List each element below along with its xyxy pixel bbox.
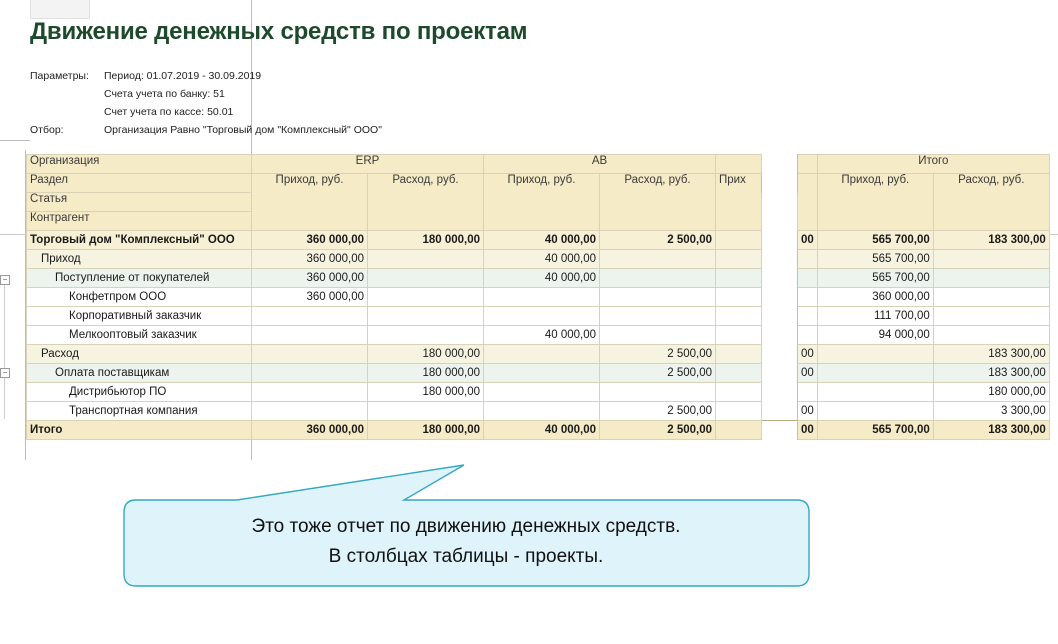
erp-expense-cell[interactable]: 180 000,00	[368, 364, 484, 383]
minus-box-icon[interactable]: −	[0, 368, 10, 378]
row-header-article[interactable]: Статья	[27, 193, 252, 212]
ab-expense-header[interactable]: Расход, руб.	[600, 174, 716, 231]
erp-income-cell[interactable]: 360 000,00	[252, 269, 368, 288]
param-period: Период: 01.07.2019 - 30.09.2019	[104, 70, 262, 82]
ab-income-cell[interactable]: 40 000,00	[484, 421, 600, 440]
total-income-cell[interactable]: 111 700,00	[817, 307, 933, 326]
row-header-section[interactable]: Раздел	[27, 174, 252, 193]
ab-expense-cell[interactable]: 2 500,00	[600, 231, 716, 250]
total-expense-cell[interactable]: 183 300,00	[933, 231, 1049, 250]
total-income-cell[interactable]: 565 700,00	[817, 250, 933, 269]
ab-expense-cell[interactable]: 2 500,00	[600, 364, 716, 383]
total-income-cell[interactable]: 360 000,00	[817, 288, 933, 307]
erp-income-cell[interactable]: 360 000,00	[252, 231, 368, 250]
filter-label: Отбор:	[30, 124, 64, 136]
total-expense-cell[interactable]: 3 300,00	[933, 402, 1049, 421]
total-expense-cell[interactable]: 180 000,00	[933, 383, 1049, 402]
ab-expense-cell[interactable]: 2 500,00	[600, 421, 716, 440]
ab-expense-cell[interactable]: 2 500,00	[600, 402, 716, 421]
minus-box-icon[interactable]: −	[0, 275, 10, 285]
partial-right-cell[interactable]: 00	[798, 231, 818, 250]
param-bank-account: Счета учета по банку: 51	[104, 88, 225, 100]
row-label[interactable]: Корпоративный заказчик	[27, 307, 252, 326]
erp-income-header[interactable]: Приход, руб.	[252, 174, 368, 231]
callout-line-2: В столбцах таблицы - проекты.	[328, 546, 604, 567]
row-label[interactable]: Дистрибьютор ПО	[27, 383, 252, 402]
total-expense-header[interactable]: Расход, руб.	[933, 174, 1049, 231]
ab-income-cell[interactable]: 40 000,00	[484, 231, 600, 250]
total-income-cell[interactable]: 94 000,00	[817, 326, 933, 345]
partial-right-cell[interactable]: 00	[798, 421, 818, 440]
total-expense-cell[interactable]: 183 300,00	[933, 421, 1049, 440]
erp-expense-cell[interactable]: 180 000,00	[368, 231, 484, 250]
row-label[interactable]: Расход	[27, 345, 252, 364]
ab-income-cell[interactable]: 40 000,00	[484, 326, 600, 345]
partial-right-cell[interactable]: 00	[798, 345, 818, 364]
ab-expense-cell[interactable]: 2 500,00	[600, 345, 716, 364]
partial-right-cell[interactable]: 00	[798, 364, 818, 383]
project-header-ab[interactable]: АВ	[484, 155, 716, 174]
total-expense-cell[interactable]: 183 300,00	[933, 345, 1049, 364]
row-label[interactable]: Конфетпром ООО	[27, 288, 252, 307]
ab-income-cell[interactable]: 40 000,00	[484, 250, 600, 269]
project-header-total[interactable]: Итого	[817, 155, 1049, 174]
ab-income-cell[interactable]: 40 000,00	[484, 269, 600, 288]
filter-value: Организация Равно "Торговый дом "Комплексный" ООО"	[104, 124, 382, 136]
row-label[interactable]: Оплата поставщикам	[27, 364, 252, 383]
params-label: Параметры:	[30, 70, 89, 82]
erp-expense-cell[interactable]: 180 000,00	[368, 383, 484, 402]
erp-expense-header[interactable]: Расход, руб.	[368, 174, 484, 231]
row-label[interactable]: Итого	[27, 421, 252, 440]
erp-expense-cell[interactable]: 180 000,00	[368, 421, 484, 440]
row-label[interactable]: Приход	[27, 250, 252, 269]
row-label[interactable]: Торговый дом "Комплексный" ООО	[27, 231, 252, 250]
erp-income-cell[interactable]: 360 000,00	[252, 421, 368, 440]
erp-income-cell[interactable]: 360 000,00	[252, 288, 368, 307]
row-label[interactable]: Транспортная компания	[27, 402, 252, 421]
row-label[interactable]: Поступление от покупателей	[27, 269, 252, 288]
project-header-erp[interactable]: ERP	[252, 155, 484, 174]
callout-text	[124, 512, 808, 572]
report-title: Движение денежных средств по проектам	[30, 18, 528, 45]
erp-income-cell[interactable]: 360 000,00	[252, 250, 368, 269]
callout-line-1: Это тоже отчет по движению денежных средств.	[251, 516, 681, 537]
total-expense-cell[interactable]: 183 300,00	[933, 364, 1049, 383]
param-cash-account: Счет учета по кассе: 50.01	[104, 106, 234, 118]
total-income-cell[interactable]: 565 700,00	[817, 269, 933, 288]
row-header-counterparty[interactable]: Контрагент	[27, 212, 252, 231]
partial-income-header[interactable]: Прих	[716, 174, 762, 231]
total-income-header[interactable]: Приход, руб.	[817, 174, 933, 231]
row-label[interactable]: Мелкооптовый заказчик	[27, 326, 252, 345]
total-income-cell[interactable]: 565 700,00	[817, 231, 933, 250]
total-income-cell[interactable]: 565 700,00	[817, 421, 933, 440]
ab-income-header[interactable]: Приход, руб.	[484, 174, 600, 231]
partial-right-cell[interactable]: 00	[798, 402, 818, 421]
erp-expense-cell[interactable]: 180 000,00	[368, 345, 484, 364]
row-header-organization[interactable]: Организация	[27, 155, 252, 174]
